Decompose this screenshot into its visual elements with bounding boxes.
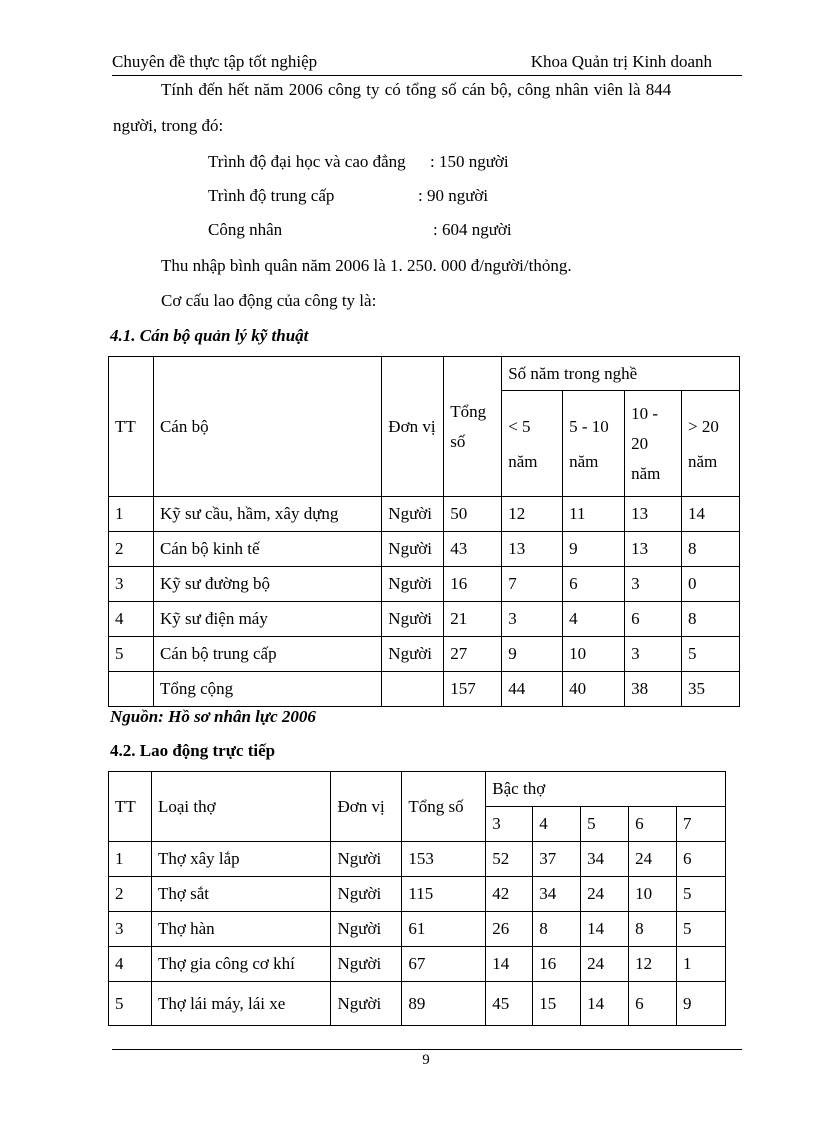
cell-name: Kỹ sư điện máy: [153, 602, 381, 637]
cell-unit: Người: [331, 947, 402, 982]
cell-value: 5: [677, 912, 726, 947]
header-donvi: Đơn vị: [382, 357, 444, 497]
table-row: [109, 912, 726, 947]
cell-value: 52: [486, 842, 533, 877]
cell-name: Thợ sắt: [151, 877, 331, 912]
table-row: [109, 877, 726, 912]
header-grade: 4: [533, 807, 581, 842]
cell-value: 11: [563, 497, 625, 532]
cell-tt: 2: [109, 877, 152, 912]
staff-item-label: Công nhân: [208, 220, 283, 239]
cell-value: 6: [563, 567, 625, 602]
cell-unit: Người: [331, 842, 402, 877]
header-canbo: Cán bộ: [153, 357, 381, 497]
cell-tt: 5: [109, 637, 154, 672]
cell-value: 24: [581, 947, 629, 982]
cell-value: 34: [581, 842, 629, 877]
cell-value: 12: [502, 497, 563, 532]
cell-value: 14: [486, 947, 533, 982]
header-grade: 7: [677, 807, 726, 842]
table-row: [109, 532, 740, 567]
header-grade: 6: [629, 807, 677, 842]
cell-tt: 3: [109, 912, 152, 947]
cell-total: 21: [444, 602, 502, 637]
cell-value: 16: [533, 947, 581, 982]
cell-value: 0: [682, 567, 740, 602]
cell-value: 14: [682, 497, 740, 532]
cell-total: 27: [444, 637, 502, 672]
cell-value: 24: [581, 877, 629, 912]
cell-value: 44: [502, 672, 563, 707]
cell-value: 45: [486, 982, 533, 1026]
header-right-title: Khoa Quản trị Kinh doanh: [530, 52, 712, 71]
structure-text: Cơ cấu lao động của công ty là:: [161, 291, 377, 310]
table-row: [109, 637, 740, 672]
cell-value: 1: [677, 947, 726, 982]
header-5-10: 5 - 10 năm: [563, 391, 625, 497]
cell-value: 37: [533, 842, 581, 877]
cell-name: Thợ gia công cơ khí: [151, 947, 331, 982]
cell-unit: Người: [331, 912, 402, 947]
cell-value: 14: [581, 912, 629, 947]
table-total-row: [109, 672, 740, 707]
cell-name: Thợ hàn: [151, 912, 331, 947]
cell-tt: 1: [109, 842, 152, 877]
cell-value: 6: [629, 982, 677, 1026]
table-row: [109, 947, 726, 982]
cell-value: 14: [581, 982, 629, 1026]
cell-tt: 4: [109, 602, 154, 637]
cell-value: 38: [625, 672, 682, 707]
cell-name: Kỹ sư đường bộ: [153, 567, 381, 602]
cell-unit: Người: [382, 602, 444, 637]
table-header-row: [109, 772, 726, 807]
cell-tt: 2: [109, 532, 154, 567]
cell-value: 3: [625, 567, 682, 602]
section-2-title: 4.2. Lao động trực tiếp: [110, 741, 276, 760]
table-row: [109, 497, 740, 532]
cell-unit: Người: [382, 637, 444, 672]
cell-value: 3: [625, 637, 682, 672]
cell-unit: Người: [382, 567, 444, 602]
cell-unit: Người: [331, 982, 402, 1026]
cell-value: 24: [629, 842, 677, 877]
cell-unit: [382, 672, 444, 707]
table-row: [109, 982, 726, 1026]
cell-value: 8: [533, 912, 581, 947]
staff-item-value: : 150 người: [430, 152, 509, 171]
cell-total: 115: [402, 877, 486, 912]
cell-tt: 3: [109, 567, 154, 602]
cell-value: 13: [625, 497, 682, 532]
cell-tt: 5: [109, 982, 152, 1026]
cell-name: Thợ lái máy, lái xe: [151, 982, 331, 1026]
staff-item-value: : 604 người: [433, 220, 512, 239]
header-tongso: Tổng số: [402, 772, 486, 842]
cell-tt: 1: [109, 497, 154, 532]
cell-name: Cán bộ kinh tế: [153, 532, 381, 567]
cell-value: 13: [625, 532, 682, 567]
cell-value: 9: [563, 532, 625, 567]
cell-total: 89: [402, 982, 486, 1026]
intro-line-2: người, trong đó:: [113, 116, 224, 135]
cell-value: 15: [533, 982, 581, 1026]
staff-item-label: Trình độ đại học và cao đẳng: [208, 152, 406, 171]
cell-value: 8: [682, 532, 740, 567]
income-text: Thu nhập bình quân năm 2006 là 1. 250. 000 đ/người/thỏng.: [161, 256, 572, 275]
cell-value: 10: [563, 637, 625, 672]
cell-total: 43: [444, 532, 502, 567]
cell-name: Kỹ sư cầu, hầm, xây dựng: [153, 497, 381, 532]
header-grade: 3: [486, 807, 533, 842]
cell-value: 6: [625, 602, 682, 637]
cell-value: 13: [502, 532, 563, 567]
source-note: Nguồn: Hồ sơ nhân lực 2006: [110, 707, 316, 726]
cell-value: 3: [502, 602, 563, 637]
footer-divider: [112, 1049, 742, 1050]
table-row: [109, 567, 740, 602]
staff-item-label: Trình độ trung cấp: [208, 186, 335, 205]
cell-value: 9: [502, 637, 563, 672]
cell-value: 40: [563, 672, 625, 707]
cell-value: 8: [629, 912, 677, 947]
header-grade: 5: [581, 807, 629, 842]
cell-name: Tổng cộng: [153, 672, 381, 707]
cell-name: Thợ xây lắp: [151, 842, 331, 877]
cell-value: 6: [677, 842, 726, 877]
cell-tt: [109, 672, 154, 707]
staff-item-value: : 90 người: [418, 186, 489, 205]
direct-labor-table: [108, 771, 726, 1026]
cell-value: 8: [682, 602, 740, 637]
cell-total: 61: [402, 912, 486, 947]
section-1-title: 4.1. Cán bộ quản lý kỹ thuật: [110, 326, 309, 345]
cell-value: 9: [677, 982, 726, 1026]
header-tongso: Tổng số: [444, 357, 502, 497]
header-years-group: Số năm trong nghề: [502, 357, 740, 391]
header-loaitho: Loại thợ: [151, 772, 331, 842]
cell-value: 7: [502, 567, 563, 602]
intro-line-1: Tính đến hết năm 2006 công ty có tổng số cán bộ, công nhân viên là 844: [161, 80, 672, 99]
header-left-title: Chuyên đề thực tập tốt nghiệp: [112, 52, 318, 71]
cell-value: 5: [682, 637, 740, 672]
table-row: [109, 842, 726, 877]
cell-total: 153: [402, 842, 486, 877]
page-number: 9: [422, 1052, 430, 1068]
cell-value: 4: [563, 602, 625, 637]
header-lt5: < 5 năm: [502, 391, 563, 497]
page-header: [112, 52, 742, 76]
cell-unit: Người: [382, 497, 444, 532]
cell-value: 26: [486, 912, 533, 947]
cell-unit: Người: [331, 877, 402, 912]
cell-value: 42: [486, 877, 533, 912]
management-staff-table: [108, 356, 740, 707]
header-grade-group: Bậc thợ: [486, 772, 726, 807]
cell-value: 35: [682, 672, 740, 707]
header-10-20: 10 - 20 năm: [625, 391, 682, 497]
header-tt: TT: [109, 772, 152, 842]
cell-unit: Người: [382, 532, 444, 567]
cell-value: 10: [629, 877, 677, 912]
cell-value: 5: [677, 877, 726, 912]
cell-total: 50: [444, 497, 502, 532]
header-gt20: > 20 năm: [682, 391, 740, 497]
cell-tt: 4: [109, 947, 152, 982]
cell-total: 67: [402, 947, 486, 982]
table-header-row: [109, 357, 740, 391]
cell-name: Cán bộ trung cấp: [153, 637, 381, 672]
table-row: [109, 602, 740, 637]
cell-value: 34: [533, 877, 581, 912]
cell-total: 16: [444, 567, 502, 602]
cell-total: 157: [444, 672, 502, 707]
cell-value: 12: [629, 947, 677, 982]
header-divider: [112, 75, 742, 76]
header-donvi: Đơn vị: [331, 772, 402, 842]
header-tt: TT: [109, 357, 154, 497]
